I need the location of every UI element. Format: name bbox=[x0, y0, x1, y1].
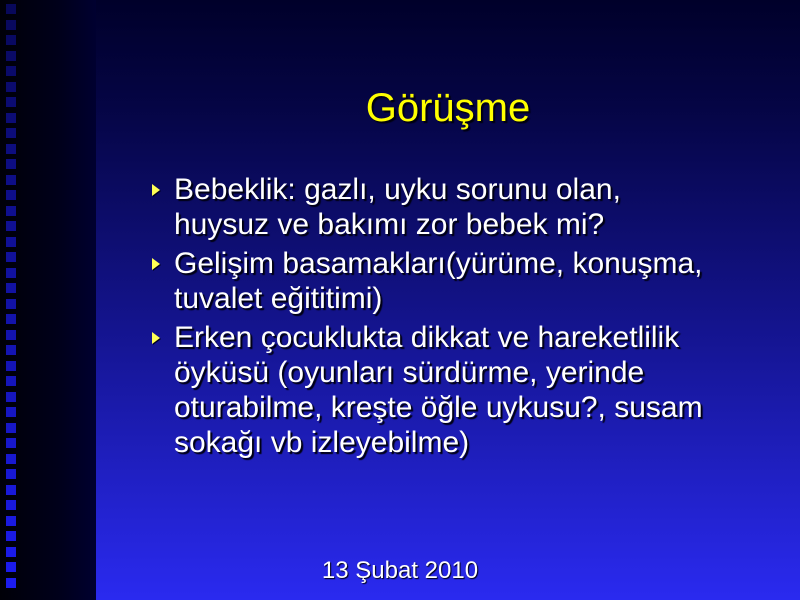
decorative-square bbox=[6, 361, 16, 371]
decorative-square bbox=[6, 454, 16, 464]
decorative-square bbox=[6, 268, 16, 278]
decorative-square bbox=[6, 531, 16, 541]
decorative-square bbox=[6, 392, 16, 402]
bullet-text-line: oturabilme, kreşte öğle uykusu?, susam bbox=[174, 391, 703, 424]
bullet-item bbox=[146, 172, 766, 242]
bullet-item bbox=[146, 246, 766, 316]
decorative-square bbox=[6, 221, 16, 231]
bullet-text-line: Bebeklik: gazlı, uyku sorunu olan, bbox=[174, 173, 621, 206]
footer-date: 13 Şubat 2010 bbox=[321, 557, 479, 584]
decorative-square bbox=[6, 578, 16, 588]
arrowhead-bullet-icon bbox=[152, 184, 160, 196]
bullet-text-line: Erken çocuklukta dikkat ve hareketlilik bbox=[174, 321, 680, 354]
bullet-text-line: tuvalet eğititimi) bbox=[174, 282, 383, 315]
decorative-square bbox=[6, 113, 16, 123]
decorative-square bbox=[6, 128, 16, 138]
decorative-square bbox=[6, 469, 16, 479]
decorative-square bbox=[6, 423, 16, 433]
decorative-square bbox=[6, 190, 16, 200]
decorative-square bbox=[6, 97, 16, 107]
decorative-square bbox=[6, 82, 16, 92]
decorative-square bbox=[6, 252, 16, 262]
decorative-square bbox=[6, 299, 16, 309]
bullet-text-line: sokağı vb izleyebilme) bbox=[174, 426, 470, 459]
decorative-square bbox=[6, 516, 16, 526]
decorative-square-column bbox=[6, 4, 26, 596]
decorative-square bbox=[6, 407, 16, 417]
decorative-square bbox=[6, 562, 16, 572]
arrowhead-bullet-icon bbox=[152, 258, 160, 270]
decorative-square bbox=[6, 206, 16, 216]
decorative-square bbox=[6, 547, 16, 557]
bullet-text-line: öyküsü (oyunları sürdürme, yerinde bbox=[174, 356, 645, 389]
decorative-square bbox=[6, 20, 16, 30]
decorative-square bbox=[6, 376, 16, 386]
decorative-square bbox=[6, 66, 16, 76]
decorative-square bbox=[6, 330, 16, 340]
decorative-square bbox=[6, 314, 16, 324]
bullet-item bbox=[146, 320, 766, 460]
decorative-square bbox=[6, 35, 16, 45]
decorative-square bbox=[6, 283, 16, 293]
decorative-square bbox=[6, 175, 16, 185]
decorative-square bbox=[6, 485, 16, 495]
decorative-square bbox=[6, 4, 16, 14]
decorative-square bbox=[6, 159, 16, 169]
bullet-text-line: Gelişim basamakları(yürüme, konuşma, bbox=[174, 247, 703, 280]
decorative-square bbox=[6, 144, 16, 154]
slide-title: Görüşme bbox=[365, 86, 531, 130]
decorative-square bbox=[6, 51, 16, 61]
decorative-square bbox=[6, 438, 16, 448]
bullet-text-line: huysuz ve bakımı zor bebek mi? bbox=[174, 208, 605, 241]
decorative-square bbox=[6, 237, 16, 247]
arrowhead-bullet-icon bbox=[152, 332, 160, 344]
decorative-square bbox=[6, 345, 16, 355]
decorative-square bbox=[6, 500, 16, 510]
decorative-side-strip bbox=[0, 0, 96, 600]
bullet-list bbox=[146, 172, 766, 464]
